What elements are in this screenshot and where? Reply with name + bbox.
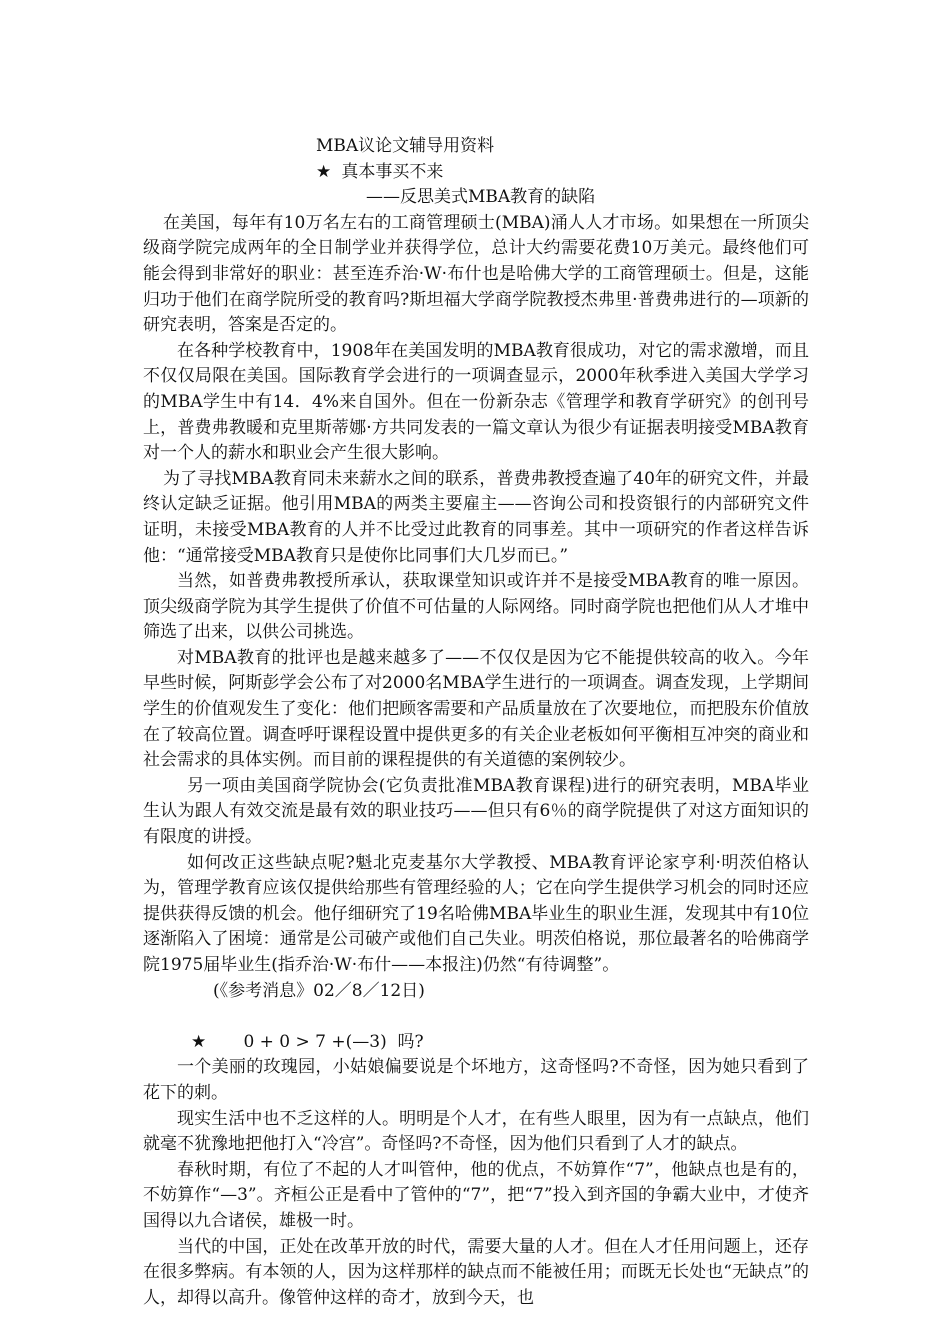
paragraph: 在美国，每年有10万名左右的工商管理硕士(MBA)涌人人才市场。如果想在一所顶尖级商学院完成两年的全日制学业并获得学位，总计大约需要花费10万美元。最终他们可能会得到非常好的职业：甚至连乔治·W·布什也是哈佛大学的工商管理硕士。但是，这能归功于他们在商学院所受的教育吗?斯坦福大学商学院教授杰弗里·普费弗进行的—项新的研究表明，答案是否定的。 [143, 212, 809, 336]
paragraph: 对MBA教育的批评也是越来越多了——不仅仅是因为它不能提供较高的收入。今年早些时候，阿斯彭学会公布了对2000名MBA学生进行的一项调查。调查发现，上学期间学生的价值观发生了变化：他们把顾客需要和产品质量放在了次要地位，而把股东价值放在了较高位置。调查呼吁课程设置中提供更多的有关企业老板如何平衡相互冲突的商业和社会需求的具体实例。而目前的课程提供的有关道德的案例较少。 [143, 647, 809, 771]
source-citation: (《参考消息》02／8／12日) [213, 980, 425, 1001]
article-heading [143, 160, 809, 186]
article-subheading: ——反思美式MBA教育的缺陷 [366, 187, 596, 208]
paragraph: 另一项由美国商学院协会(它负责批准MBA教育课程)进行的研究表明，MBA毕业生认为跟人有效交流是最有效的职业技巧——但只有6％的商学院提供了对这方面知识的有限度的讲授。 [143, 775, 809, 848]
document-title: MBA议论文辅导用资料 [316, 136, 495, 156]
paragraph: 为了寻找MBA教育同未来薪水之间的联系，普费弗教授查遍了40年的研究文件，并最终认定缺乏证据。他引用MBA的两类主要雇主——咨询公司和投资银行的内部研究文件证明，未接受MBA教育的人并不比受过此教育的同事差。其中一项研究的作者这样告诉他：“通常接受MBA教育只是使你比同事们大几岁而已。” [143, 468, 809, 566]
article-heading-text: 真本事买不来 [341, 161, 444, 182]
paragraph: 春秋时期，有位了不起的人才叫管仲，他的优点，不妨算作“7”，他缺点也是有的，不妨算作“—3”。齐桓公正是看中了管仲的“7”，把“7”投入到齐国的争霸大业中，才使齐国得以九合诸侯，雄极一时。 [143, 1159, 809, 1231]
paragraph: 一个美丽的玫瑰园，小姑娘偏要说是个坏地方，这奇怪吗?不奇怪，因为她只看到了花下的刺。 [143, 1057, 809, 1103]
paragraph: 当代的中国，正处在改革开放的时代，需要大量的人才。但在人才任用问题上，还存在很多弊病。有本领的人，因为这样那样的缺点而不能被任用；而既无长处也“无缺点”的人，却得以高升。像管仲这样的奇才，放到今天，也 [143, 1236, 809, 1308]
paragraph: 现实生活中也不乏这样的人。明明是个人才，在有些人眼里，因为有一点缺点，他们就毫不犹豫地把他打入“冷宫”。奇怪吗?不奇怪，因为他们只看到了人才的缺点。 [143, 1108, 809, 1155]
spacer [143, 1004, 809, 1030]
article-heading [143, 1030, 809, 1056]
star-icon: ★ [191, 1031, 207, 1052]
article-heading-text: 0 + 0 > 7 +(—3) 吗? [243, 1031, 424, 1052]
paragraph: 如何改正这些缺点呢?魁北克麦基尔大学教授、MBA教育评论家亨利·明茨伯格认为，管理学教育应该仅提供给那些有管理经验的人；它在向学生提供学习机会的同时还应提供获得反馈的机会。他仔细研究了19名哈佛MBA毕业生的职业生涯，发现其中有10位逐渐陷入了困境：通常是公司破产或他们自己失业。明茨伯格说，那位最著名的哈佛商学院1975届毕业生(指乔治·W·布什——本报注)仍然“有待调整”。 [143, 852, 809, 975]
document-body [143, 134, 809, 1311]
star-icon: ★ [316, 161, 332, 182]
paragraph: 在各种学校教育中，1908年在美国发明的MBA教育很成功，对它的需求激增，而且不仅仅局限在美国。国际教育学会进行的一项调查显示，2000年秋季进入美国大学学习的MBA学生中有14．4%来自国外。但在一份新杂志《管理学和教育学研究》的创刊号上，普费弗教暖和克里斯蒂娜·方共同发表的一篇文章认为很少有证据表明接受MBA教育对一个人的薪水和职业会产生很大影响。 [143, 340, 809, 464]
paragraph: 当然，如普费弗教授所承认，获取课堂知识或许并不是接受MBA教育的唯一原因。顶尖级商学院为其学生提供了价值不可估量的人际网络。同时商学院也把他们从人才堆中筛选了出来，以供公司挑选。 [143, 571, 809, 643]
